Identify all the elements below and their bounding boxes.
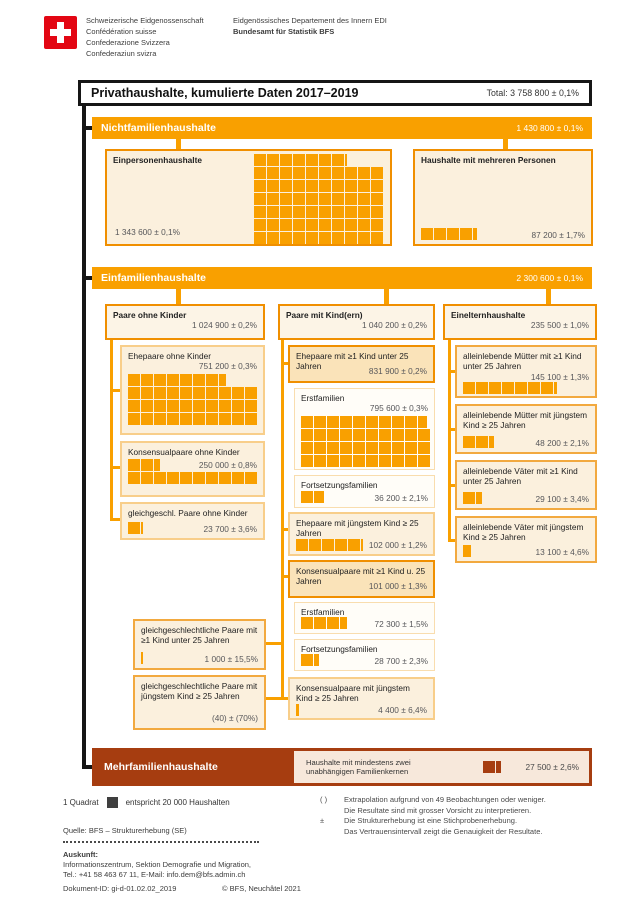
paren-note-1: Extrapolation aufgrund von 49 Beobachtungen oder weniger. — [344, 795, 546, 804]
box-haushalte-mehrere-personen — [413, 149, 593, 246]
pictogram-grid — [483, 761, 501, 773]
legend-post: entspricht 20 000 Haushalten — [125, 798, 230, 807]
pictogram-grid — [301, 617, 347, 629]
connector — [176, 289, 181, 304]
box-paare-mit-kindern — [278, 304, 435, 340]
box-alleinlebende-muetter-kind-u25 — [455, 345, 597, 398]
box-title: Fortsetzungsfamilien — [301, 644, 378, 654]
box-einpersonenhaushalte — [105, 149, 392, 246]
box-ehepaare-juengstes-kind-25 — [288, 512, 435, 556]
box-value: 102 000 ± 1,2% — [368, 540, 427, 551]
box-value: 831 900 ± 0,2% — [368, 366, 427, 376]
box-gleichgeschlechtliche-paare-kind-25 — [133, 675, 266, 730]
box-gleichgeschlechtliche-paare-kind-u25 — [133, 619, 266, 670]
box-title: Einelternhaushalte — [451, 310, 526, 320]
pictogram-grid — [301, 491, 324, 503]
connector-trunk — [82, 106, 86, 768]
connector — [546, 289, 551, 304]
paren-note-2: Die Resultate sind mit grosser Vorsicht zu interpretieren. — [344, 805, 532, 815]
box-value: 4 400 ± 6,4% — [378, 705, 427, 716]
box-title: Konsensualpaare mit ≥1 Kind u. 25 Jahren — [296, 566, 426, 587]
document-id: Dokument-ID: gi-d-01.02.02_2019 — [63, 884, 177, 893]
box-alleinlebende-muetter-kind-25 — [455, 404, 597, 454]
box-konsensualpaare-juengstes-kind-25 — [288, 677, 435, 720]
box-value: 235 500 ± 1,0% — [530, 320, 589, 331]
connector — [176, 139, 181, 149]
box-value: 36 200 ± 2,1% — [374, 492, 428, 503]
pictogram-grid — [301, 416, 428, 467]
pm-note-2: Das Vertrauensintervall zeigt die Genauigkeit der Resultate. — [344, 826, 543, 836]
box-ehepaare-ohne-kinder — [120, 345, 265, 435]
box-title: Fortsetzungsfamilien — [301, 480, 378, 490]
box-erstfamilien-2 — [294, 602, 435, 634]
dotted-divider — [63, 841, 259, 843]
box-einelternhaushalte — [443, 304, 597, 340]
box-fortsetzungsfamilien-2 — [294, 639, 435, 671]
box-fortsetzungsfamilien-1 — [294, 475, 435, 508]
box-value: 1 040 200 ± 0,2% — [362, 320, 427, 331]
pictogram-grid — [463, 382, 589, 394]
page-title: Privathaushalte, kumulierte Daten 2017–2019 — [91, 86, 359, 100]
box-title: Einpersonenhaushalte — [113, 155, 202, 165]
pictogram-grid — [463, 436, 494, 448]
box-title: gleichgeschlechtliche Paare mit jüngstem Kind ≥ 25 Jahren — [141, 681, 258, 702]
pictogram-grid — [463, 545, 471, 557]
total-value: Total: 3 758 800 ± 0,1% — [486, 88, 579, 98]
pictogram-grid — [128, 522, 143, 534]
bar-einfamilienhaushalte — [92, 267, 592, 289]
pictogram-grid — [296, 539, 363, 551]
box-value: 87 200 ± 1,7% — [531, 229, 585, 240]
box-value: 250 000 ± 0,8% — [198, 460, 257, 470]
box-title: Ehepaare mit ≥1 Kind unter 25 Jahren — [296, 351, 409, 372]
connector-middle-column — [281, 340, 284, 700]
box-value: 795 600 ± 0,3% — [369, 403, 428, 414]
box-value: 48 200 ± 2,1% — [535, 437, 589, 448]
box-gleichgeschl-paare-ohne-kinder — [120, 502, 265, 540]
box-value: 23 700 ± 3,6% — [203, 523, 257, 534]
office-name: Bundesamt für Statistik BFS — [233, 27, 335, 36]
pictogram-grid — [421, 228, 477, 240]
bar-label: Mehrfamilienhaushalte — [104, 761, 218, 773]
legend-notes — [320, 795, 602, 837]
box-title: Erstfamilien — [301, 393, 345, 403]
copyright: © BFS, Neuchâtel 2021 — [222, 884, 301, 893]
paren-symbol: ( ) — [320, 795, 328, 804]
box-ehepaare-kind-unter-25 — [288, 345, 435, 383]
connector — [266, 697, 283, 700]
box-title: alleinlebende Mütter mit jüngstem Kind ≥ 25 Jahren — [463, 410, 588, 431]
pictogram-grid — [463, 492, 482, 504]
pm-symbol: ± — [320, 816, 325, 825]
box-paare-ohne-kinder — [105, 304, 265, 340]
box-title: Haushalte mit mindestens zwei unabhängigen Familienkernen — [306, 757, 411, 776]
box-value: 101 000 ± 1,3% — [368, 581, 427, 591]
box-alleinlebende-vaeter-kind-u25 — [455, 460, 597, 510]
box-title: alleinlebende Väter mit jüngstem Kind ≥ 25 Jahren — [463, 522, 584, 543]
box-konsensualpaare-ohne-kinder — [120, 441, 265, 497]
box-value: (40) ± (70%) — [211, 713, 258, 723]
spacer — [320, 827, 344, 838]
box-value: 145 100 ± 1,3% — [530, 371, 589, 382]
box-title: Ehepaare ohne Kinder — [128, 351, 212, 361]
box-value: 13 100 ± 4,6% — [535, 546, 589, 557]
box-title: Paare ohne Kinder — [113, 310, 187, 320]
bar-label: Einfamilienhaushalte — [101, 272, 207, 284]
box-value: 1 000 ± 15,5% — [204, 653, 258, 664]
legend-pre: 1 Quadrat — [63, 798, 99, 807]
box-title: Ehepaare mit jüngstem Kind ≥ 25 Jahren — [296, 518, 419, 539]
department-name: Eidgenössisches Departement des Innern EDI — [233, 16, 387, 25]
pictogram-grid — [296, 704, 299, 716]
legend-quadrat — [63, 797, 230, 808]
pictogram-grid — [254, 154, 383, 244]
box-value: 72 300 ± 1,5% — [374, 618, 428, 629]
box-value: 1 024 900 ± 0,2% — [192, 320, 257, 331]
pictogram-grid — [128, 374, 257, 425]
bar-label: Nichtfamilienhaushalte — [101, 122, 216, 134]
logo-line-2: Confédération suisse — [86, 27, 157, 36]
connector-left-column — [110, 340, 113, 521]
bar-nichtfamilienhaushalte — [92, 117, 592, 139]
box-value: 751 200 ± 0,3% — [198, 361, 257, 372]
source-note: Quelle: BFS – Strukturerhebung (SE) — [63, 826, 187, 835]
box-mehrfamilien-detail — [294, 751, 589, 783]
swiss-flag-icon — [44, 16, 77, 49]
bar-mehrfamilienhaushalte — [92, 748, 592, 786]
box-title: gleichgeschl. Paare ohne Kinder — [128, 508, 248, 518]
pictogram-grid — [301, 654, 319, 666]
box-value: 1 343 600 ± 0,1% — [115, 227, 180, 237]
box-konsensualpaare-kind-unter-25 — [288, 560, 435, 598]
connector — [266, 642, 283, 645]
box-value: 29 100 ± 3,4% — [535, 493, 589, 504]
box-value: 27 500 ± 2,6% — [525, 762, 579, 772]
auskunft-label: Auskunft: — [63, 850, 98, 859]
box-alleinlebende-vaeter-kind-25 — [455, 516, 597, 563]
logo-line-3: Confederazione Svizzera — [86, 38, 170, 47]
logo-line-1: Schweizerische Eidgenossenschaft — [86, 16, 204, 25]
box-title: Haushalte mit mehreren Personen — [421, 155, 556, 165]
box-title: alleinlebende Mütter mit ≥1 Kind unter 25 Jahren — [463, 351, 582, 372]
bar-value: 1 430 800 ± 0,1% — [516, 123, 583, 133]
box-title: Konsensualpaare mit jüngstem Kind ≥ 25 Jahren — [296, 683, 410, 704]
auskunft-line-2: Tel.: +41 58 463 67 11, E-Mail: info.dem@bfs.admin.ch — [63, 870, 246, 879]
chart-title-box — [78, 80, 592, 106]
connector — [384, 289, 389, 304]
auskunft-line-1: Informationszentrum, Sektion Demografie und Migration, — [63, 860, 252, 869]
logo-line-4: Confederaziun svizra — [86, 49, 157, 58]
box-title: gleichgeschlechtliche Paare mit ≥1 Kind unter 25 Jahren — [141, 625, 258, 646]
spacer — [320, 806, 344, 817]
connector — [503, 139, 508, 149]
legend-square-icon — [107, 797, 118, 808]
box-erstfamilien-1 — [294, 388, 435, 470]
box-value: 28 700 ± 2,3% — [374, 655, 428, 666]
box-title: Konsensualpaare ohne Kinder — [128, 447, 240, 457]
box-title: Paare mit Kind(ern) — [286, 310, 363, 320]
pictogram-grid — [141, 652, 143, 664]
bar-value: 2 300 600 ± 0,1% — [516, 273, 583, 283]
pm-note-1: Die Strukturerhebung ist eine Stichprobenerhebung. — [344, 816, 518, 825]
box-title: alleinlebende Väter mit ≥1 Kind unter 25 Jahren — [463, 466, 578, 487]
box-title: Erstfamilien — [301, 607, 345, 617]
